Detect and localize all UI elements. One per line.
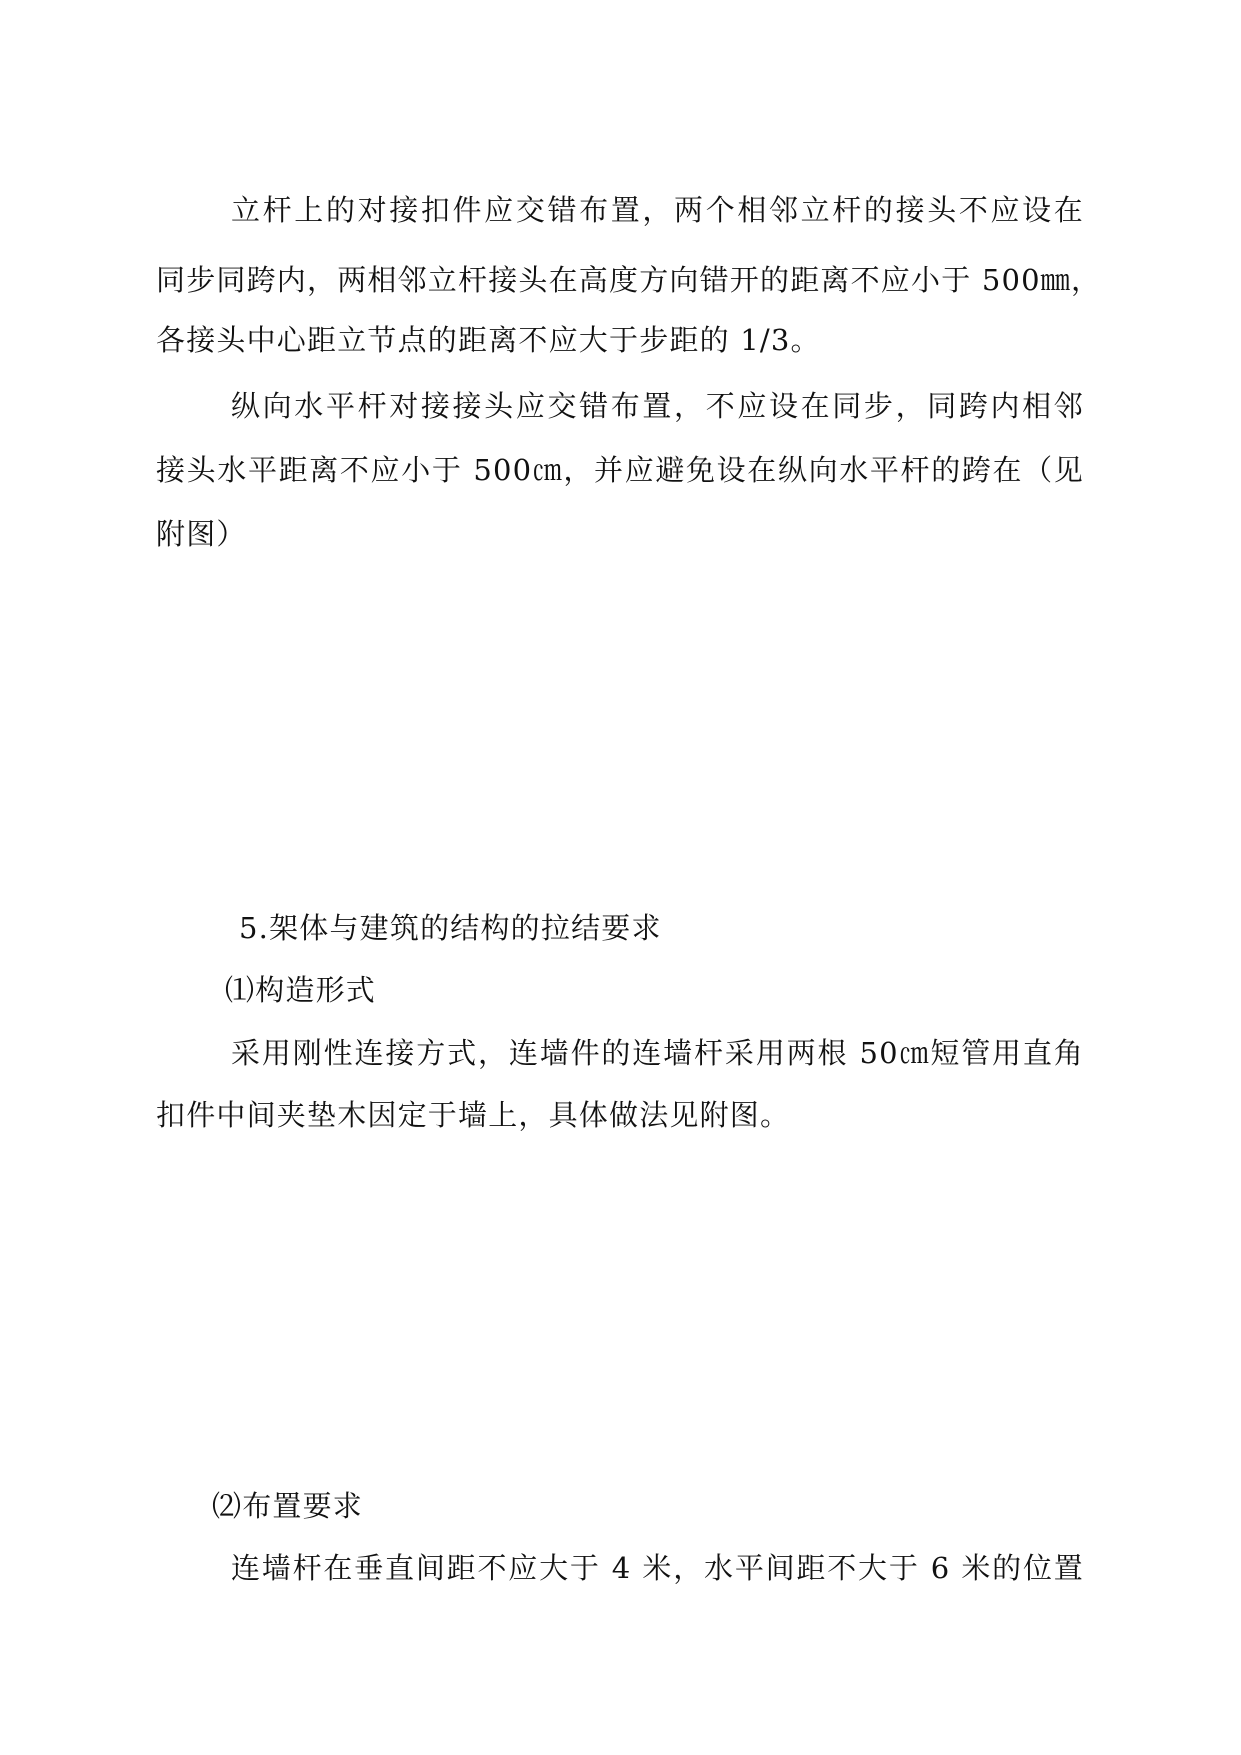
paragraph-1-line-1: 立杆上的对接扣件应交错布置，两个相邻立杆的接头不应设在 bbox=[231, 193, 1084, 227]
subsection-2-heading: ⑵布置要求 bbox=[212, 1489, 364, 1523]
paragraph-3-line-2: 扣件中间夹垫木因定于墙上，具体做法见附图。 bbox=[156, 1098, 791, 1132]
paragraph-1-line-3: 各接头中心距立节点的距离不应大于步距的 1/3。 bbox=[156, 323, 821, 357]
paragraph-2-line-1: 纵向水平杆对接接头应交错布置，不应设在同步，同跨内相邻 bbox=[231, 389, 1084, 423]
paragraph-4-line-1: 连墙杆在垂直间距不应大于 4 米，水平间距不大于 6 米的位置 bbox=[231, 1551, 1084, 1585]
paragraph-2-line-3: 附图） bbox=[156, 517, 247, 551]
section-5-heading: 5.架体与建筑的结构的拉结要求 bbox=[239, 911, 662, 945]
paragraph-1-line-2: 同步同跨内，两相邻立杆接头在高度方向错开的距离不应小于 500㎜， bbox=[156, 263, 1102, 297]
subsection-1-heading: ⑴构造形式 bbox=[225, 973, 377, 1007]
paragraph-3-line-1: 采用刚性连接方式，连墙件的连墙杆采用两根 50㎝短管用直角 bbox=[231, 1036, 1084, 1070]
paragraph-2-line-2: 接头水平距离不应小于 500㎝，并应避免设在纵向水平杆的跨在（见 bbox=[156, 453, 1084, 487]
